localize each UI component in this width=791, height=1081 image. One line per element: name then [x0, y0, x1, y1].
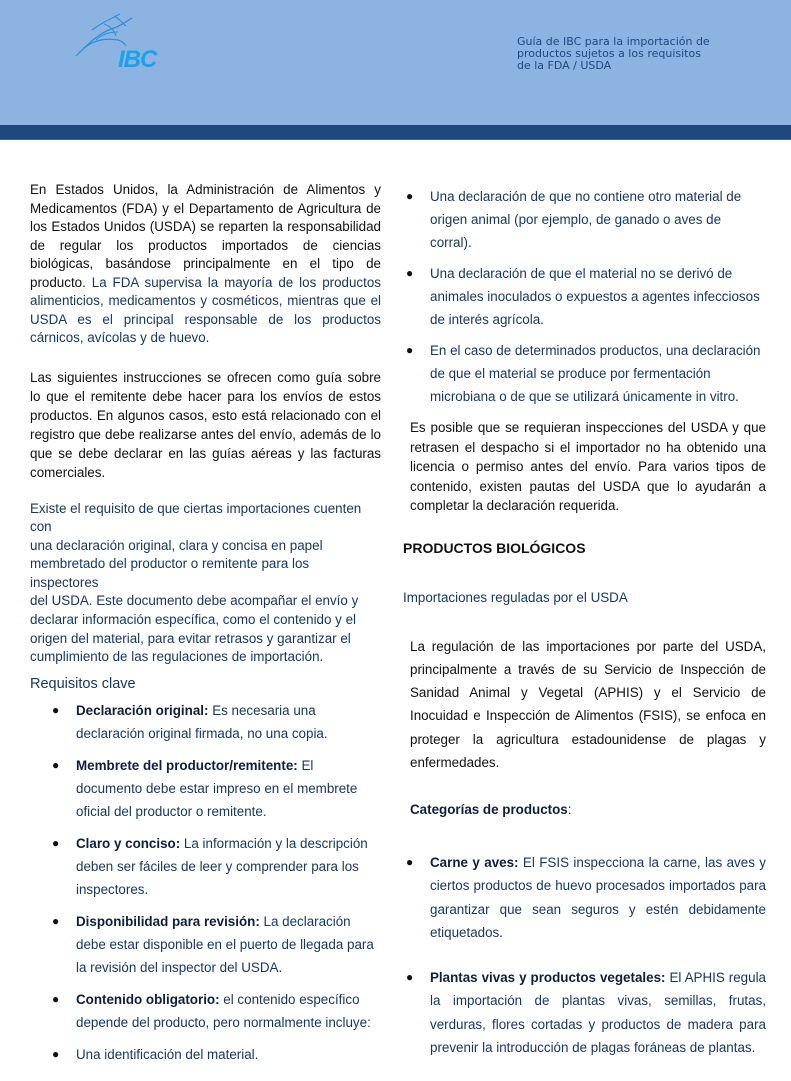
bullet-icon: ● [406, 266, 414, 280]
list-item [52, 1043, 381, 1066]
categories-colon: : [567, 802, 572, 818]
bullet-icon: ● [52, 757, 60, 772]
item-text: En el caso de determinados productos, una declaración de que el material se produce por fermentación microbiana o de que se utilizará únicamente in vitro. [430, 343, 761, 404]
section-title: PRODUCTOS BIOLÓGICOS [403, 539, 586, 556]
inspection-paragraph: Es posible que se requieran inspecciones del USDA y que retrasen el despacho si el importador no ha obtenido una licencia o permiso antes del envío. Para varios tipos de contenido, existen pautas del USDA que lo ayudarán a completar la declaración requerida. [410, 420, 766, 513]
item-label: Membrete del productor/remitente: [76, 757, 298, 773]
header-stripe [0, 125, 791, 140]
list-item [406, 339, 766, 408]
item-text: Una declaración de que el material no se derivó de animales inoculados o expuestos a agentes infecciosos de interés agrícola. [430, 266, 760, 327]
paragraph-line: cumplimiento de las regulaciones de importación. [30, 649, 324, 665]
item-label: Declaración original: [76, 702, 209, 718]
requirement-paragraph [30, 500, 381, 667]
list-item [406, 851, 767, 944]
categories-list [406, 851, 767, 1059]
paragraph-line: origen del material, para evitar retrasos y garantizar el [30, 630, 351, 646]
list-item [52, 910, 381, 979]
logo-text: IBC [118, 46, 157, 73]
item-text: Una identificación del material. [76, 1046, 259, 1062]
title-line: de la FDA / USDA [517, 59, 612, 72]
bullet-icon: ● [406, 189, 414, 203]
bullet-icon: ● [52, 835, 60, 850]
list-item [52, 832, 381, 901]
list-item [406, 185, 766, 254]
left-column [30, 181, 381, 1075]
document-title [517, 36, 747, 72]
intro-text-fda: La FDA supervisa la mayoría de los productos alimenticios, medicamentos y cosméticos, mientras que el USDA es el principal responsable de los productos cárnicos, avícolas y de huevo. [30, 274, 381, 345]
categories-heading [410, 802, 766, 817]
paragraph-line: membretado del productor o remitente para los inspectores [30, 556, 310, 590]
paragraph-line: del USDA. Este documento debe acompañar el envío y [30, 593, 359, 609]
usda-subtitle: Importaciones reguladas por el USDA [403, 589, 628, 605]
item-text: El APHIS regula la importación de plantas vivas, semillas, frutas, verduras, flores cortadas y productos de madera para prevenir la introducción de plagas foráneas de plantas. [430, 970, 766, 1055]
paragraph-line: Existe el requisito de que ciertas importaciones cuenten con [30, 500, 362, 535]
right-column [403, 185, 766, 1081]
list-item [52, 988, 381, 1034]
item-text: Una declaración de que no contiene otro material de origen animal (por ejemplo, de ganado o aves de corral). [430, 189, 742, 250]
item-label: Disponibilidad para revisión: [76, 913, 260, 929]
title-line: Guía de IBC para la importación de [517, 35, 710, 48]
list-item [52, 754, 381, 823]
instructions-paragraph: Las siguientes instrucciones se ofrecen como guía sobre lo que el remitente debe hacer para los envíos de estos productos. En algunos casos, esto está relacionado con el registro que debe realizarse antes del envío, además de lo que se debe declarar en las guías aéreas y las facturas comerciales. [30, 369, 381, 480]
paragraph-line: declarar información específica, como el contenido y el [30, 612, 357, 628]
bullet-icon: ● [52, 1046, 60, 1061]
content-list [406, 185, 766, 408]
item-text: el contenido específico depende del producto, pero normalmente incluye: [76, 991, 371, 1030]
item-label: Carne y aves: [430, 855, 519, 871]
categories-heading-text: Categorías de productos [410, 802, 568, 818]
ibc-logo [74, 10, 164, 74]
item-text: La declaración debe estar disponible en el puerto de llegada para la revisión del inspector del USDA. [76, 913, 374, 975]
list-item [406, 262, 766, 331]
paragraph-line: una declaración original, clara y concisa en papel [30, 537, 323, 553]
item-label: Contenido obligatorio: [76, 991, 220, 1007]
bullet-icon: ● [406, 970, 414, 985]
intro-paragraph [30, 181, 381, 348]
list-item [52, 699, 381, 745]
item-text: El FSIS inspecciona la carne, las aves y ciertos productos de huevo procesados importados para garantizar que sean seguros y estén debidamente etiquetados. [430, 855, 767, 940]
requirements-list [52, 699, 381, 1066]
bullet-icon: ● [406, 855, 414, 870]
item-label: Plantas vivas y productos vegetales: [430, 970, 666, 986]
usda-paragraph: La regulación de las importaciones por parte del USDA, principalmente a través de su Servicio de Inspección de Sanidad Animal y Vegetal (APHIS) y el Servicio de Inocuidad e Inspección de Alimentos (FSIS), se enfoca en proteger la agricultura estadounidense de plagas y enfermedades. [410, 638, 766, 770]
item-text: El documento debe estar impreso en el membrete oficial del productor o remitente. [76, 757, 358, 819]
intro-text: En Estados Unidos, la Administración de Alimentos y Medicamentos (FDA) y el Departamento de Agricultura de los Estados Unidos (USDA) se reparten la responsabilidad de regular los productos importados de ciencias biológicas, basándose principalmente en el tipo de producto. [30, 182, 381, 290]
key-requirements-heading: Requisitos clave [30, 675, 136, 692]
list-item [406, 966, 766, 1059]
page-header [0, 0, 791, 125]
bullet-icon: ● [406, 343, 414, 357]
item-label: Claro y conciso: [76, 835, 181, 851]
bullet-icon: ● [52, 991, 60, 1006]
title-line: productos sujetos a los requisitos [517, 47, 701, 60]
bullet-icon: ● [52, 913, 60, 928]
item-text: La información y la descripción deben ser fáciles de leer y comprender para los inspectores. [76, 835, 368, 897]
item-text: Es necesaria una declaración original firmada, no una copia. [76, 702, 328, 741]
bullet-icon: ● [52, 702, 60, 717]
